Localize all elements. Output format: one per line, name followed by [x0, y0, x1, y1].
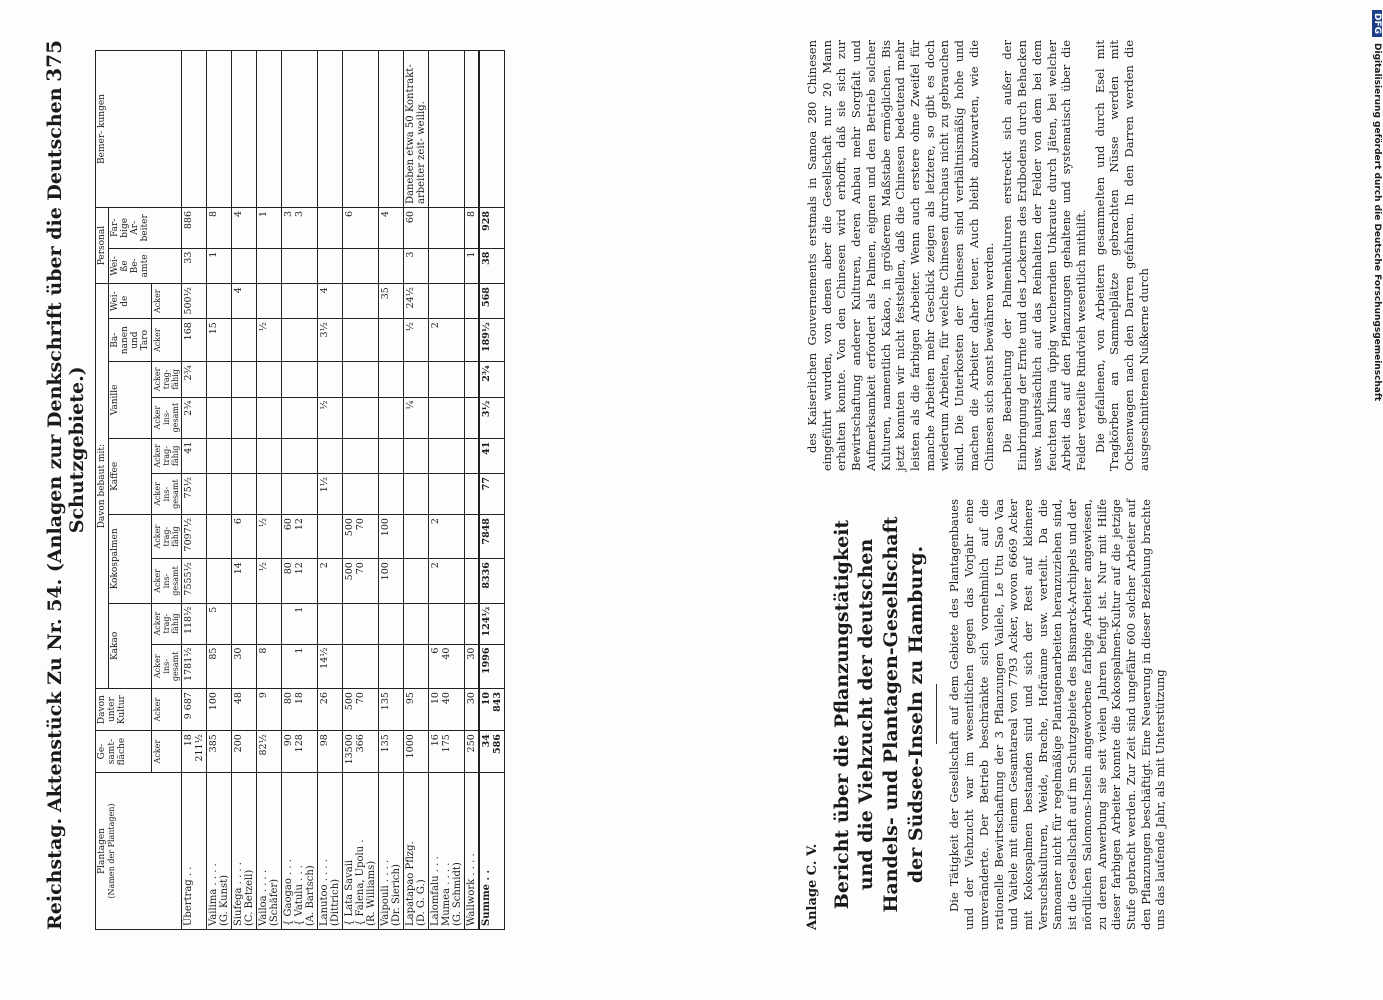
cell-bananen: ½ — [257, 319, 282, 362]
col-kaffee: Kaffee — [109, 438, 152, 514]
table-row — [257, 51, 282, 930]
cell-kaffee-t: 41 — [182, 438, 207, 473]
table-row — [207, 51, 232, 930]
cell-bananen — [232, 319, 257, 362]
cell-kultur: 10 40 — [429, 689, 465, 731]
cell-farbige: 8 — [207, 208, 232, 249]
cell-van-g — [257, 397, 282, 438]
cell-bem — [257, 51, 282, 208]
cell-weide: 568 — [479, 284, 505, 319]
cell-farbige: 928 — [479, 208, 505, 249]
unit: Acker — [152, 319, 182, 362]
cell-kokos-g — [207, 559, 232, 604]
cell-kaffee-t — [232, 438, 257, 473]
cell-van-t — [404, 362, 429, 397]
cell-kaffee-g — [257, 474, 282, 515]
cell-kultur: 500 70 — [343, 689, 379, 731]
table-row — [465, 51, 480, 930]
cell-gesamt: 135 — [379, 731, 404, 773]
header-left: Reichstag. — [44, 817, 66, 930]
cell-kakao-g: 1 — [282, 644, 318, 689]
unit: Acker ins- gesamt — [152, 397, 182, 438]
cell-kakao-t: 124½ — [479, 603, 505, 644]
cell-name: { Lata Savaii { Falena, Upolu . (R. Williams) — [343, 773, 379, 930]
cell-kakao-t — [257, 603, 282, 644]
cell-kokos-t: 7848 — [479, 515, 505, 559]
cell-gesamt: 90 128 — [282, 731, 318, 773]
text-column-right — [805, 40, 1345, 471]
plantation-table — [95, 50, 775, 930]
unit: Acker — [152, 284, 182, 319]
cell-gesamt: 34 586 — [479, 731, 505, 773]
header-title: Aktenstück Zu Nr. 54. (Anlagen zur Denkschrift über die Deutschen Schutzgebiete.) — [44, 87, 88, 813]
cell-van-t — [282, 362, 318, 397]
cell-kokos-g: 2 — [429, 559, 465, 604]
funding-credit — [1370, 0, 1382, 1000]
cell-van-g: ½ — [318, 397, 343, 438]
cell-kakao-t — [465, 603, 480, 644]
cell-kaffee-t — [257, 438, 282, 473]
cell-kultur: 10 843 — [479, 689, 505, 731]
cell-weisse: 33 — [182, 248, 207, 284]
cell-name: Vailima . . . . (G. Kunst) — [207, 773, 232, 930]
cell-van-g — [207, 397, 232, 438]
cell-kultur: 9 687 — [182, 689, 207, 731]
table-row — [379, 51, 404, 930]
cell-bem — [182, 51, 207, 208]
cell-van-g — [343, 397, 379, 438]
cell-kultur: 30 — [465, 689, 480, 731]
cell-kokos-g: 100 — [379, 559, 404, 604]
cell-van-t — [318, 362, 343, 397]
cell-kakao-t — [232, 603, 257, 644]
cell-van-g — [465, 397, 480, 438]
cell-kaffee-t — [282, 438, 318, 473]
cell-kaffee-t — [379, 438, 404, 473]
cell-kaffee-g — [465, 474, 480, 515]
cell-gesamt: 18 211½ — [182, 731, 207, 773]
cell-weide — [282, 284, 318, 319]
cell-van-g — [379, 397, 404, 438]
cell-weide: 4 — [318, 284, 343, 319]
cell-farbige: 4 — [379, 208, 404, 249]
cell-kokos-t: 6 — [232, 515, 257, 559]
col-weisse: Wei- ße Be- amte — [109, 248, 182, 284]
unit: Acker trag- fähig — [152, 515, 182, 559]
cell-van-t — [429, 362, 465, 397]
cell-farbige — [429, 208, 465, 249]
unit: Acker ins- gesamt — [152, 644, 182, 689]
cell-name: Vailoa . . . . (Schäfer) — [257, 773, 282, 930]
cell-kokos-t — [404, 515, 429, 559]
cell-van-g: 3½ — [479, 397, 505, 438]
cell-kaffee-g — [232, 474, 257, 515]
table-body — [182, 51, 505, 930]
cell-kokos-g: 14 — [232, 559, 257, 604]
table-row — [182, 51, 207, 930]
cell-bem — [465, 51, 480, 208]
cell-name: Übertrag . . — [182, 773, 207, 930]
paragraph: Die Bearbeitung der Palmenkulturen erstreckt sich außer der Einbringung der Ernte und des Lockerns des Erdbodens durch Behacken usw. hauptsächlich auf das Reinhalten der Felder von dem bei dem feuchten Klima üppig wuchernden Unkraute durch Jäten, bei welcher Arbeit das auf den Pflanzungen gehaltene und systematisch über die Felder verteilte Rindvieh wesentlich mithilft. — [1000, 40, 1088, 471]
dfg-logo: DFG — [1372, 10, 1382, 37]
cell-kokos-g — [404, 559, 429, 604]
cell-kaffee-t — [429, 438, 465, 473]
cell-bananen: 2 — [429, 319, 465, 362]
cell-weisse: 1 — [207, 248, 232, 284]
cell-bem — [207, 51, 232, 208]
cell-gesamt: 98 — [318, 731, 343, 773]
cell-farbige: 4 — [232, 208, 257, 249]
cell-kultur: 135 — [379, 689, 404, 731]
table-row — [282, 51, 318, 930]
cell-weisse: 1 — [465, 248, 480, 284]
cell-bem — [479, 51, 505, 208]
cell-weisse: 3 — [404, 248, 429, 284]
table-row — [343, 51, 379, 930]
cell-kaffee-t: 41 — [479, 438, 505, 473]
cell-van-g — [282, 397, 318, 438]
divider — [936, 685, 937, 745]
report-text — [805, 40, 1345, 930]
cell-kakao-g: 85 — [207, 644, 232, 689]
cell-kultur: 100 — [207, 689, 232, 731]
cell-bem — [282, 51, 318, 208]
cell-gesamt: 200 — [232, 731, 257, 773]
cell-bananen: 168 — [182, 319, 207, 362]
cell-bem — [232, 51, 257, 208]
text-column-left — [805, 499, 1345, 930]
table-row — [404, 51, 429, 930]
cell-van-t: 2¾ — [182, 362, 207, 397]
cell-farbige: 886 — [182, 208, 207, 249]
cell-gesamt: 385 — [207, 731, 232, 773]
unit: Acker ins- gesamt — [152, 474, 182, 515]
cell-kaffee-g: 1½ — [318, 474, 343, 515]
cell-kaffee-t — [207, 438, 232, 473]
cell-van-t — [257, 362, 282, 397]
col-personal: Personal — [96, 208, 109, 284]
cell-kakao-g: 8 — [257, 644, 282, 689]
cell-kakao-t — [343, 603, 379, 644]
cell-weisse — [343, 248, 379, 284]
cell-weide: 24½ — [404, 284, 429, 319]
cell-name: Summe . . — [479, 773, 505, 930]
cell-kaffee-t — [465, 438, 480, 473]
cell-kokos-t — [318, 515, 343, 559]
cell-kultur: 9 — [257, 689, 282, 731]
unit: Acker trag- fähig — [152, 438, 182, 473]
cell-kakao-g: 6 40 — [429, 644, 465, 689]
cell-kakao-t — [404, 603, 429, 644]
cell-bananen — [282, 319, 318, 362]
cell-kultur: 26 — [318, 689, 343, 731]
col-bemerkungen: Bemer- kungen — [96, 51, 182, 208]
cell-van-t — [207, 362, 232, 397]
cell-bem — [343, 51, 379, 208]
cell-bananen — [379, 319, 404, 362]
sum-row — [479, 51, 505, 930]
unit: Acker — [152, 689, 182, 731]
cell-bem — [318, 51, 343, 208]
cell-gesamt: 16 175 — [429, 731, 465, 773]
col-bananen: Ba- nanen und Taro — [109, 319, 152, 362]
col-farbige: Far- bige Ar- beiter — [109, 208, 182, 249]
cell-kultur: 95 — [404, 689, 429, 731]
col-weide: Wei- de — [109, 284, 152, 319]
cell-kakao-g — [404, 644, 429, 689]
cell-van-g: 2¾ — [182, 397, 207, 438]
cell-name: Vaipouli . . . . (Dr. Sierich) — [379, 773, 404, 930]
cell-kakao-t: 118½ — [182, 603, 207, 644]
cell-kaffee-g — [379, 474, 404, 515]
col-vanille: Vanille — [109, 362, 152, 438]
cell-weisse — [232, 248, 257, 284]
col-kultur: Davon unter Kultur — [96, 689, 152, 731]
cell-kaffee-g — [282, 474, 318, 515]
cell-kaffee-t — [343, 438, 379, 473]
cell-kakao-t — [318, 603, 343, 644]
cell-van-g — [429, 397, 465, 438]
cell-kakao-g: 14½ — [318, 644, 343, 689]
cell-van-t — [465, 362, 480, 397]
cell-bananen — [343, 319, 379, 362]
cell-kokos-t: 7097½ — [182, 515, 207, 559]
paragraph: des Kaiserlichen Gouvernements erstmals in Samoa 280 Chinesen eingeführt wurden, von denen aber die Gesellschaft nur 20 Mann erhalten konnte. Von den Chinesen wird erhofft, daß sie sich zur Bewirtschaftung anderer Kulturen, deren Anbau mehr Sorgfalt und Aufmerksamkeit erfordert als Palmen, eignen und den Betrieb solcher Kulturen, namentlich Kakao, in größerem Maßstabe ermöglichen. Bis jetzt konnten wir nicht feststellen, daß die Chinesen bedeutend mehr leisten als die farbigen Arbeiter. Wenn auch erstere ohne Zweifel für manche Arbeiten mehr Geschick zeigen als letztere, so gibt es doch wiederum Arbeiten, für welche Chinesen durchaus nicht zu gebrauchen sind. Die Unterkosten der Chinesen sind verhältnismäßig hohe und machen die Arbeiter daher teuer. Auch bleibt abzuwarten, wie die Chinesen sich sonst bewähren werden. — [805, 40, 996, 471]
cell-weisse — [318, 248, 343, 284]
cell-kokos-g: 80 12 — [282, 559, 318, 604]
cell-weisse — [282, 248, 318, 284]
cell-bananen — [465, 319, 480, 362]
col-kakao: Kakao — [109, 603, 152, 688]
cell-kokos-t: 2 — [429, 515, 465, 559]
cell-weide — [343, 284, 379, 319]
cell-name: Lapatapao Pflzg. (D. G. G.) — [404, 773, 429, 930]
cell-farbige: 1 — [257, 208, 282, 249]
unit: Acker trag- fähig — [152, 603, 182, 644]
cell-name: { Gaogao . . . { Vatulu . . . (A. Bartsch) — [282, 773, 318, 930]
cell-weide: 35 — [379, 284, 404, 319]
cell-kokos-t: 100 — [379, 515, 404, 559]
cell-farbige — [318, 208, 343, 249]
cell-van-t — [232, 362, 257, 397]
cell-farbige: 6 — [343, 208, 379, 249]
cell-van-t — [379, 362, 404, 397]
cell-name: Wallwork . . . . — [465, 773, 480, 930]
cell-weide — [207, 284, 232, 319]
cell-kokos-t: 60 12 — [282, 515, 318, 559]
cell-weide — [257, 284, 282, 319]
cell-weisse — [429, 248, 465, 284]
col-plantagen: Plantagen (Namen der Plantagen) — [96, 773, 182, 930]
cell-weisse: 38 — [479, 248, 505, 284]
unit: Acker ins- gesamt — [152, 559, 182, 604]
cell-bem — [429, 51, 465, 208]
cell-kakao-t: 5 — [207, 603, 232, 644]
cell-name: Lanutoo . . . . (Dittrich) — [318, 773, 343, 930]
cell-kultur: 48 — [232, 689, 257, 731]
cell-weisse — [257, 248, 282, 284]
cell-gesamt: 1000 — [404, 731, 429, 773]
cell-kokos-t — [465, 515, 480, 559]
cell-kaffee-t — [404, 438, 429, 473]
cell-kakao-t — [379, 603, 404, 644]
cell-bananen: 3½ — [318, 319, 343, 362]
cell-weisse — [379, 248, 404, 284]
cell-bananen: 189½ — [479, 319, 505, 362]
cell-bananen: 15 — [207, 319, 232, 362]
cell-van-t — [343, 362, 379, 397]
anlage-label: Anlage C. V. — [805, 843, 820, 930]
cell-kakao-g: 1996 — [479, 644, 505, 689]
cell-kaffee-g — [343, 474, 379, 515]
cell-gesamt: 82½ — [257, 731, 282, 773]
page-header — [42, 40, 88, 930]
cell-kokos-t — [207, 515, 232, 559]
cell-kaffee-g: 77 — [479, 474, 505, 515]
table-row — [318, 51, 343, 930]
cell-kaffee-g: 75½ — [182, 474, 207, 515]
cell-weide — [429, 284, 465, 319]
unit: Acker — [152, 731, 182, 773]
cell-kokos-g: 500 70 — [343, 559, 379, 604]
cell-kaffee-t — [318, 438, 343, 473]
cell-bem — [379, 51, 404, 208]
cell-kaffee-g — [207, 474, 232, 515]
cell-kokos-t: ½ — [257, 515, 282, 559]
cell-kakao-g: 30 — [465, 644, 480, 689]
table-row — [429, 51, 465, 930]
cell-farbige: 3 3 — [282, 208, 318, 249]
cell-name: Siufega . . . . (C. Betzell) — [232, 773, 257, 930]
col-bebaut: Davon bebaut mit: — [96, 284, 109, 689]
cell-kokos-g: ½ — [257, 559, 282, 604]
cell-weide: 500½ — [182, 284, 207, 319]
cell-kakao-g — [379, 644, 404, 689]
cell-van-g — [232, 397, 257, 438]
cell-kakao-g: 1781½ — [182, 644, 207, 689]
cell-gesamt: 13500 366 — [343, 731, 379, 773]
cell-name: Lalomfalu . . . Mumea . . . . (G. Schmidt) — [429, 773, 465, 930]
cell-farbige: 60 — [404, 208, 429, 249]
cell-kokos-t: 500 70 — [343, 515, 379, 559]
cell-kakao-g — [343, 644, 379, 689]
cell-weide: 4 — [232, 284, 257, 319]
cell-kakao-t — [429, 603, 465, 644]
cell-kokos-g: 2 — [318, 559, 343, 604]
cell-kokos-g — [465, 559, 480, 604]
cell-kaffee-g — [404, 474, 429, 515]
cell-gesamt: 250 — [465, 731, 480, 773]
cell-van-t: 2¾ — [479, 362, 505, 397]
cell-farbige: 8 — [465, 208, 480, 249]
paragraph: Die gefallenen, von Arbeitern gesammelten und durch Esel mit Tragkörben an Sammelplätze gebrachten Nüsse werden mit Ochsenwagen nach den Darren gefahren. In den Darren werden die ausgeschnittenen Nußkerne durch — [1092, 40, 1151, 471]
cell-kaffee-g — [429, 474, 465, 515]
cell-kultur: 80 18 — [282, 689, 318, 731]
page-number: 375 — [42, 40, 66, 82]
cell-bem: Daneben etwa 50 Kontrakt- arbeiter zeit- weilig. — [404, 51, 429, 208]
cell-kakao-g: 30 — [232, 644, 257, 689]
table-row — [232, 51, 257, 930]
paragraph: Die Tätigkeit der Gesellschaft auf dem Gebiete des Plantagenbaues und der Viehzucht war im wesentlichen gegen das Vorjahr eine unveränderte. Der Betrieb beschränkte sich vornehmlich auf die rationelle Bewirtschaftung der 3 Pflanzungen Vailele, Le Utu Sao Vaa und Vaitele mit einem Gesamtareal von 7793 Acker, wovon 6669 Acker mit Kokospalmen bestanden sind und sich der Rest auf kleinere Versuchskulturen, Weide, Brache, Hofräume usw. verteilt. Da die Samoaner nicht für regelmäßige Plantagenarbeiten heranzuziehen sind, ist die Gesellschaft auf im Schutzgebiete des Bismarck-Archipels und der nördlichen Salomons-Inseln angeworbene farbige Arbeiter angewiesen, zu deren Anwerbung sie seit vielen Jahren befugt ist. Nur mit Hilfe dieser farbigen Arbeiter konnte die Kokospalmen-Kultur auf die jetzige Stufe gebracht werden. Zur Zeit sind ungefähr 600 solcher Arbeiter auf den Pflanzungen beschäftigt. Eine Neuerung in dieser Beziehung brachte uns das laufende Jahr, als mit Unterstützung — [947, 499, 1168, 930]
cell-kokos-g: 7555½ — [182, 559, 207, 604]
col-gesamt: Ge- samt- fläche — [96, 731, 152, 773]
report-title: Bericht über die Pflanzungstätigkeit und die Viehzucht der deutschen Handels- und Plantagen-Gesellschaft der Südsee-Inseln zu Hamburg. — [830, 516, 927, 913]
cell-kakao-t: 1 — [282, 603, 318, 644]
cell-weide — [465, 284, 480, 319]
cell-kokos-g: 8336 — [479, 559, 505, 604]
unit: Acker trag- fähig — [152, 362, 182, 397]
credit-text: Digitalisierung gefördert durch die Deutsche Forschungsgemeinschaft — [1372, 43, 1382, 402]
cell-bananen: ½ — [404, 319, 429, 362]
col-kokos: Kokospalmen — [109, 515, 152, 604]
cell-van-g: ¼ — [404, 397, 429, 438]
